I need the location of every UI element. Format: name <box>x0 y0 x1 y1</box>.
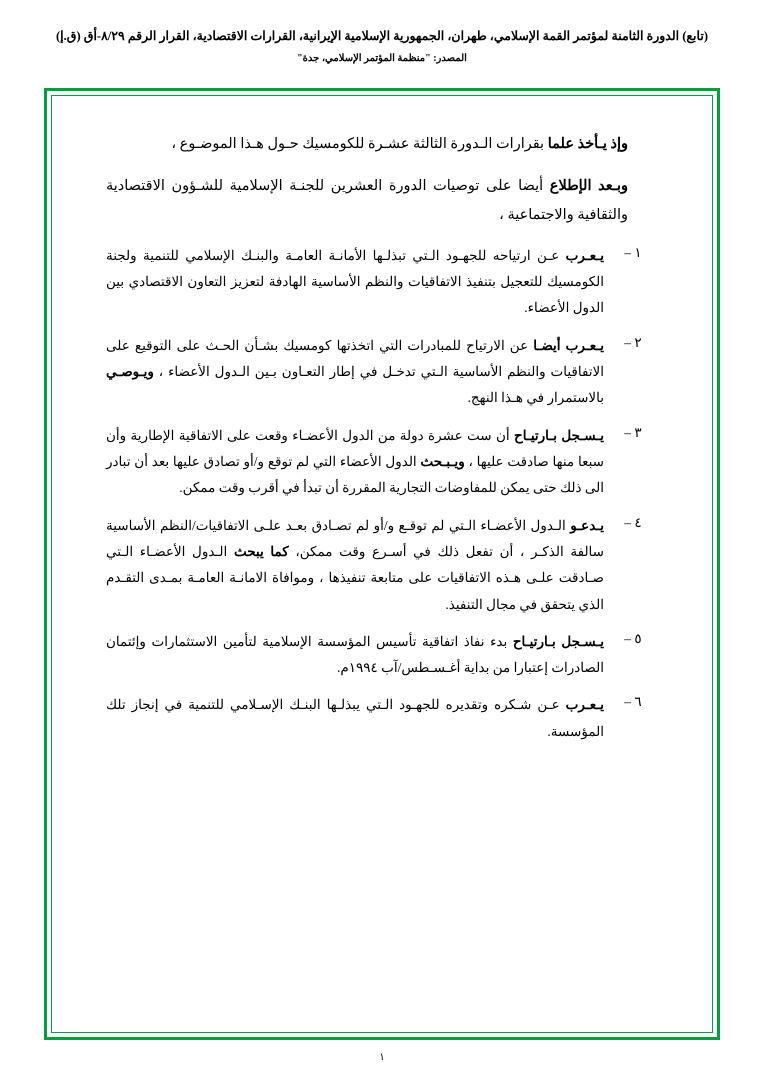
intro-paragraph-2 <box>106 172 662 229</box>
intro-paragraph-1 <box>106 130 662 158</box>
document-body <box>44 130 720 756</box>
clause-lead: يـعـرب أيضـا <box>533 337 605 353</box>
intro-paragraph-1-text: بقرارات الـدورة الثالثة عشـرة للكومسيك حـول هـذا الموضـوع ، <box>171 136 548 152</box>
list-item <box>106 423 662 502</box>
list-item <box>106 513 662 618</box>
clause-number: ١ – <box>624 244 642 260</box>
clause-list <box>106 243 662 745</box>
clause-rest: عـن شـكره وتقديره للجهـود الـتي يبذلـها البنـك الإسـلامي للتنمية في إنجاز تلك المؤسسة. <box>106 697 604 739</box>
clause-body <box>106 513 604 618</box>
clause-number: ٥ – <box>624 630 642 646</box>
clause-number: ٣ – <box>624 424 642 440</box>
clause-rest: الـدول الأعضـاء الـتي لم توقـع و/أو لم تصـادق بعـد علـى الاتفاقيات/النظم الأساسية سالفة الذكـر ، أن تفعل ذلك في أسـرع وقت ممكن، كما يبحث الـدول الأعضـاء الـتي صـادقت علـى هـذه الاتفاقيات على متابعة تنفيذها ، وموافاة الامانـة العامـة بمـدى التقـدم الذي يتحقق في مجال التنفيذ. <box>106 517 604 612</box>
clause-number: ٢ – <box>624 334 642 350</box>
clause-number: ٦ – <box>624 694 642 710</box>
clause-rest: بدء نفاذ اتفاقية تأسيس المؤسسة الإسلامية لتأمين الاستثمارات وإئتمان الصادرات إعتبارا من بداية أغـسـطس/آب ١٩٩٤م. <box>106 633 604 676</box>
list-item <box>106 333 662 412</box>
clause-rest: عن الارتياح للمبادرات التي اتخذتها كومسيك بشـأن الحـث على التوقيع على الاتفاقيات والنظم الأساسية الـتي تدخـل في إطار التعـاون بـين الـدول الأعضاء ، ويـوصـي بالاستمرار في هـذا النهج. <box>106 337 604 406</box>
clause-rest: أن ست عشرة دولة من الدول الأعضـاء وقعت على الاتفاقية الإطارية وأن سبعا منها صادقت عليها ، ويـبـحث الدول الأعضاء التي لم توقع و/أو تصادق عليها بعد أن تبادر الى ذلك حتى يمكن للمفاوضات التجارية المقررة أن تبدأ في أقرب وقت ممكن. <box>106 427 604 496</box>
header-title-line: (تابع) الدورة الثامنة لمؤتمر القمة الإسلامي، طهران، الجمهورية الإسلامية الإيرانية، القرارات الاقتصادية، القرار الرقم ٨/٢٩-أق (ق.إ) <box>56 29 708 43</box>
clause-lead: يـعـرب <box>565 247 604 263</box>
intro-paragraph-2-lead: وبـعد الإطلاع <box>549 178 628 195</box>
page-number: ١ <box>379 1052 385 1063</box>
clause-body <box>106 243 604 322</box>
clause-lead: يـدعـو <box>570 517 604 533</box>
intro-paragraph-1-lead: وإذ يـأخذ علما <box>547 136 628 152</box>
list-item <box>106 629 662 682</box>
clause-body <box>106 629 604 682</box>
intro-paragraph-2-text: أيضا على توصيات الدورة العشرين للجنـة الإسلامية للشـؤون الاقتصادية والثقافية والاجتماعية ، <box>106 178 628 223</box>
clause-body <box>106 423 604 502</box>
document-header <box>0 0 764 66</box>
clause-body <box>106 333 604 412</box>
clause-lead: يـسـجل بـارتيـاح <box>514 427 605 443</box>
list-item <box>106 692 662 745</box>
clause-number: ٤ – <box>624 514 642 530</box>
clause-rest: عـن ارتياحه للجهـود الـتي تبذلـها الأمانـة العامـة والبنـك الإسلامي للتنمية ولجنة الكومسيك للتعجيل بتنفيذ الاتفاقيات والنظم الأساسية الهادفة لتعزيز التعاون الاقتصادي بين الدول الأعضاء. <box>106 247 604 316</box>
clause-lead: يـسـجل بـارتيـاح <box>512 633 604 649</box>
list-item <box>106 243 662 322</box>
header-source-line: المصدر: "منظمة المؤتمر الإسلامي، جدة" <box>297 52 467 64</box>
clause-body <box>106 692 604 745</box>
clause-lead: يـعـرب <box>565 697 604 713</box>
